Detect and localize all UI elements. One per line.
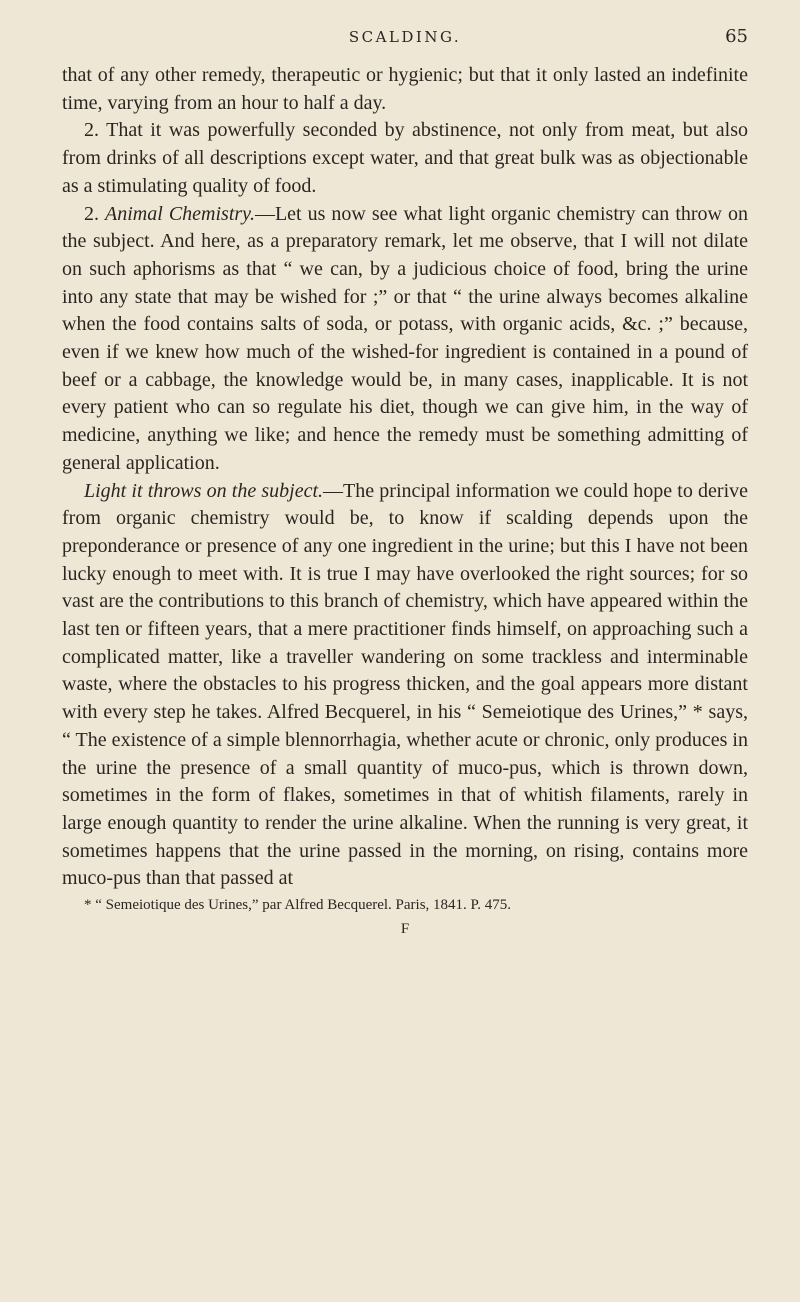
section-heading: Light it throws on the subject. <box>84 479 324 502</box>
paragraph <box>62 478 748 894</box>
footnote: * “ Semeiotique des Urines,” par Alfred Becquerel. Paris, 1841. P. 475. <box>84 897 511 914</box>
paragraph-text: —Let us now see what light organic chemistry can throw on the subject. And here, as a preparatory remark, let me observe, that I will not dilate on such aphorisms as that “ we can, by a judicious choice of food, bring the urine into any state that may be wished for ;” or that “ the urine always becomes alkaline when the food contains salts of soda, or potass, with organic acids, &c. ;” because, even if we knew how much of the wished-for ingredient is contained in a pound of beef or a cabbage, the knowledge would be, in many cases, inapplicable. It is not every patient who can so regulate his diet, though we can give him, in the way of medicine, anything we like; and hence the remedy must be something admitting of general application. <box>62 202 749 474</box>
paragraph-text: that of any other remedy, therapeutic or hygienic; but that it only lasted an indefinite time, varying from an hour to half a day. <box>62 64 748 114</box>
paragraph <box>62 62 748 117</box>
running-head: SCALDING. <box>348 28 462 46</box>
page-number: 65 <box>725 26 748 47</box>
paragraph-text: —The principal information we could hope to derive from organic chemistry would be, to know if scalding depends upon the preponderance or presence of any one ingredient in the urine; but this I have not been lucky enough to meet with. It is true I may have overlooked the right sources; for so vast are the contributions to this branch of chemistry, which have appeared within the last ten or fifteen years, that a mere practitioner finds himself, on approaching such a complicated matter, like a traveller wandering on some trackless and interminable waste, where the obstacles to his progress thicken, and the goal appears more distant with every step he takes. Alfred Becquerel, in his “ Semeiotique des Urines,” * says, “ The existence of a simple blennorrhagia, whether acute or chronic, only produces in the urine the presence of a small quantity of muco-pus, which is thrown down, sometimes in the form of flakes, sometimes in that of whitish filaments, rarely in large enough quantity to render the urine alkaline. When the running is very great, it sometimes happens that the urine passed in the morning, on rising, contains more muco-pus than that passed at <box>62 479 749 890</box>
section-number: 2. <box>84 202 106 225</box>
page-header <box>62 0 748 62</box>
section-heading: Animal Chemistry. <box>105 202 255 225</box>
paragraph-text: 2. That it was powerfully seconded by abstinence, not only from meat, but also from drinks of all descriptions except water, and that great bulk was as objectionable as a stimulating quality of food. <box>62 119 748 197</box>
paragraph <box>62 117 748 200</box>
paragraph <box>62 201 748 478</box>
body-text <box>62 62 748 893</box>
signature-mark: F <box>400 921 410 938</box>
